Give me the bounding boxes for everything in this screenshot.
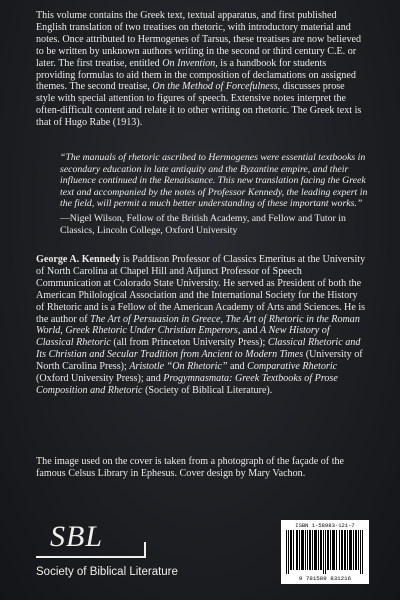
bio-text: and [240, 325, 261, 337]
bio-text: (University of North Carolina Press); [36, 349, 363, 373]
barcode-digits: 9 781589 831216 [298, 575, 352, 582]
cover-credit: The image used on the cover is taken from a photograph of the façade of the famous Celsus Library in Ephesus. Cover design by Mary Vachon. [36, 456, 345, 479]
work-title: Classical Rhetoric and Its Christian and Secular Tradition from Ancient to Modern Times [36, 337, 361, 361]
author-name: George A. Kennedy [36, 254, 121, 265]
description-text: , is a handbook for students providing formulas to aid them in the composition of declamations on assigned themes. The second treatise, [36, 57, 356, 93]
barcode-bars [286, 530, 364, 574]
author-bio [36, 254, 366, 397]
endorsement-quote: “The manuals of rhetoric ascribed to Hermogenes were essential textbooks in secondary education in late antiquity and the Byzantine empire, and their influence continued in the Renaissance. This new translation facing the Greek text and accompanied by the notes of Professor Kennedy, the leading expert in the field, will permit a much better understanding of these important works.” [60, 152, 368, 210]
bio-text: (Oxford University Press); and [36, 373, 164, 385]
barcode [281, 520, 369, 584]
sbl-logo-mark: SBL [50, 520, 104, 553]
treatise-title-forcefulness: On the Method of Forcefulness [152, 81, 278, 93]
isbn-label: ISBN 1-58983-121-7 [295, 522, 355, 529]
work-title: Aristotle “On Rhetoric” [129, 361, 228, 373]
work-title: Comparative Rhetoric [247, 361, 338, 373]
description-text: , discusses prose style with special attention to figures of speech. Extensive notes interpret the often-difficult content and relate it to other writing on rhetoric. The Greek text is that of Hugo Rabe (1913). [36, 81, 362, 129]
work-title: Progymnasmata: Greek Textbooks of Prose Composition and Rhetoric [36, 373, 338, 396]
bio-text: is Paddison Professor of Classics Emeritus at the University of North Carolina at Chapel Hill and Adjunct Professor of Speech Communication at Colorado State University. He served as President of both the American Philological Association and the International Society for the History of Rhetoric and is a Fellow of the American Academy of Arts and Sciences. He is the author of [36, 254, 366, 325]
publisher-name: Society of Biblical Literature [36, 566, 178, 578]
endorsement-attribution: —Nigel Wilson, Fellow of the British Academy, and Fellow and Tutor in Classics, Lincoln College, Oxford University [60, 213, 346, 236]
logo-underline [36, 556, 146, 558]
work-title: The Art of Persuasion in Greece, The Art of Rhetoric in the Roman World, Greek Rhetoric Under Christian Emperors, [36, 313, 360, 337]
publisher-logo [36, 520, 216, 592]
bio-text: (Society of Biblical Literature). [142, 384, 273, 396]
work-title: A New History of Classical Rhetoric [36, 325, 330, 349]
logo-tick [144, 542, 146, 558]
description-text: This volume contains the Greek text, textual apparatus, and first published English translation of two treatises on rhetoric, with introductory material and notes. Once attributed to Hermogenes of Tarsus, these treatises are now believed to be written by unknown authors writing in the second or third century C.E. or later. The first treatise, entitled [36, 10, 362, 69]
bio-text: and [227, 361, 248, 373]
book-description [36, 10, 366, 129]
bio-text: (all from Princeton University Press); [110, 337, 268, 349]
treatise-title-on-invention: On Invention [162, 57, 216, 69]
